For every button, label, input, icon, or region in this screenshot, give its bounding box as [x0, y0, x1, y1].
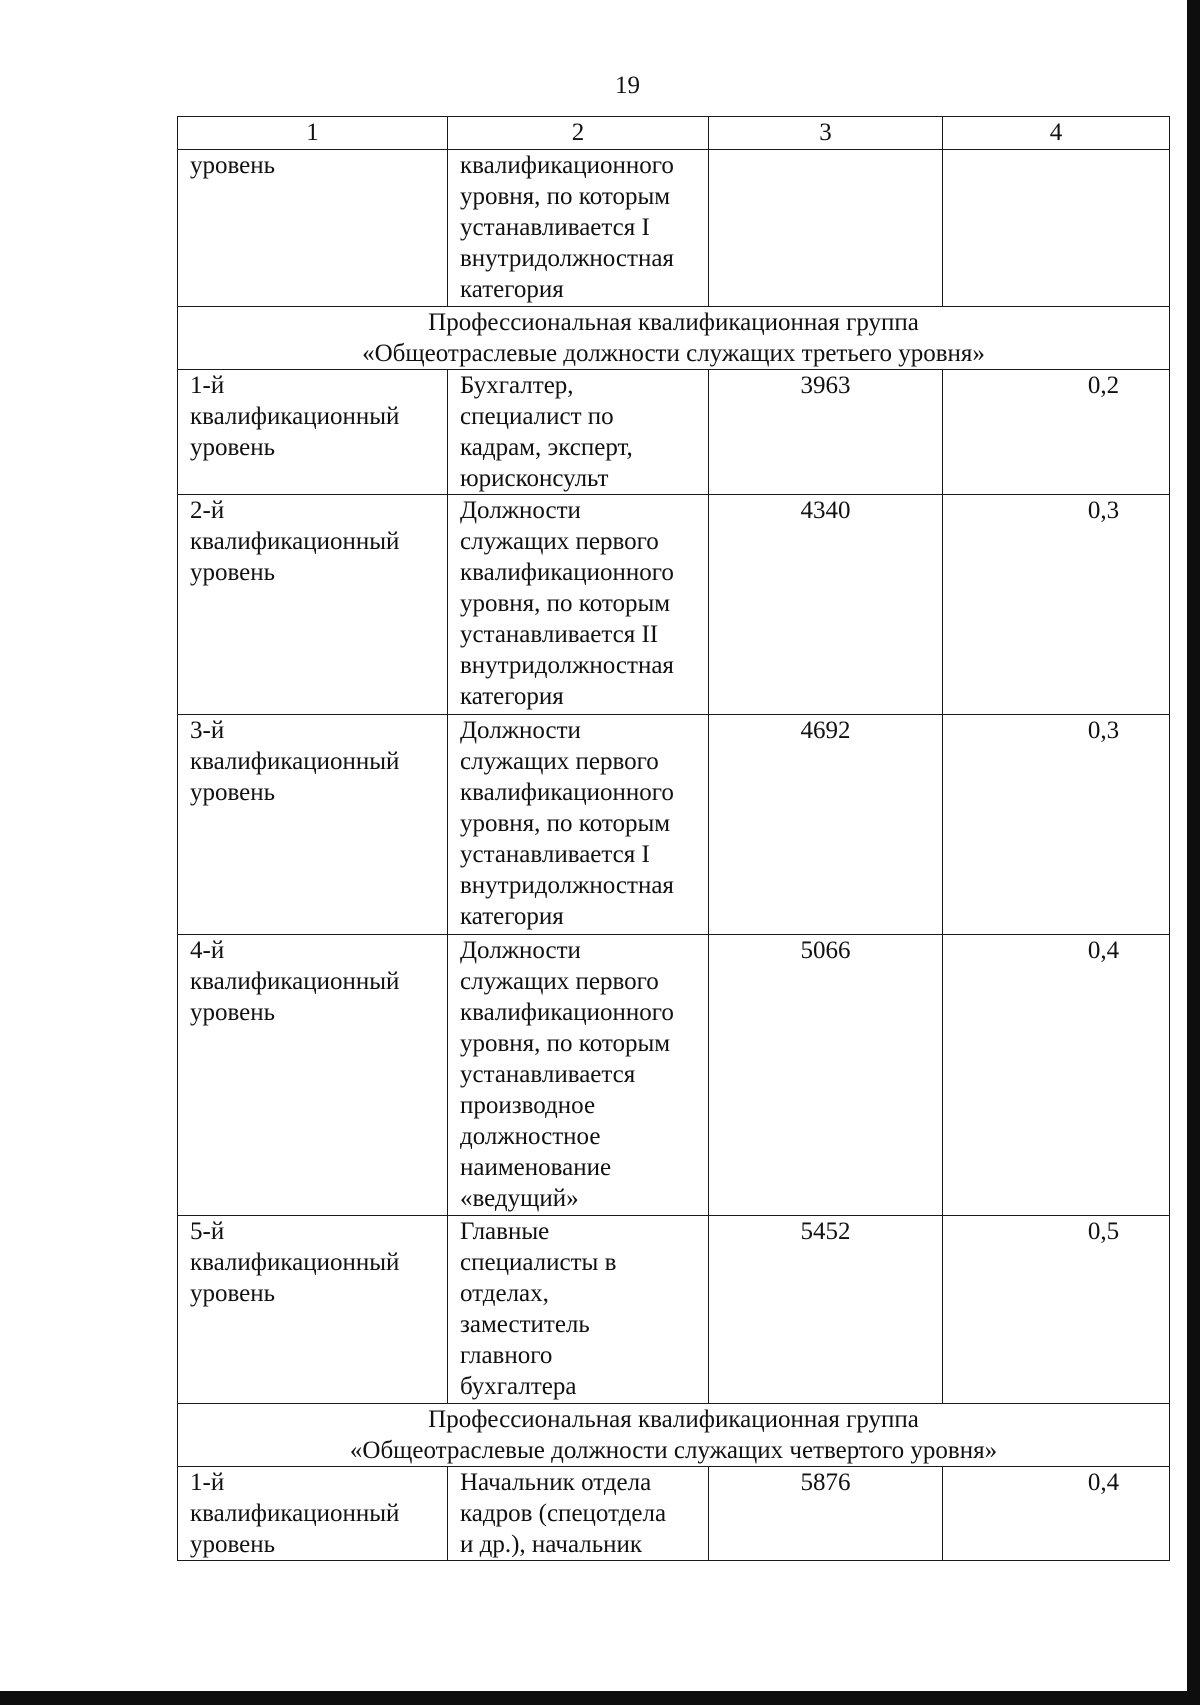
group-header-third-level — [178, 307, 1170, 370]
table-row — [178, 715, 1170, 935]
positions-cell: Должности служащих первого квалификационного уровня, по которым устанавливается производное должностное наименование «ведущий» — [448, 935, 709, 1216]
coefficient-value: 0,3 — [1087, 717, 1120, 744]
salary-cell: 5452 — [709, 1216, 943, 1404]
coefficient-value: 0,4 — [1087, 1469, 1120, 1496]
coefficient-cell — [943, 1467, 1170, 1561]
table-header-row — [178, 117, 1170, 150]
group-header-fourth-level — [178, 1404, 1170, 1467]
table-row — [178, 935, 1170, 1216]
column-header-3: 3 — [709, 117, 943, 150]
group-title-cell — [178, 1404, 1170, 1467]
salary-cell: 3963 — [709, 370, 943, 495]
page-number: 19 — [615, 72, 640, 99]
qualification-level-cell: 3-й квалификационный уровень — [178, 715, 448, 935]
table-row — [178, 1467, 1170, 1561]
qualification-level-cell: 2-й квалификационный уровень — [178, 495, 448, 715]
qualification-groups-table — [177, 116, 1170, 1561]
scan-border-right — [1187, 0, 1200, 1705]
group-title-line-2: «Общеотраслевые должности служащих третьего уровня» — [362, 340, 985, 367]
positions-cell: Должности служащих первого квалификационного уровня, по которым устанавливается II внутридолжностная категория — [448, 495, 709, 715]
positions-cell: Главные специалисты в отделах, заместитель главного бухгалтера — [448, 1216, 709, 1404]
coefficient-cell — [943, 935, 1170, 1216]
qualification-level-cell: 1-й квалификационный уровень — [178, 370, 448, 495]
coefficient-cell — [943, 495, 1170, 715]
table-row-continuation — [178, 150, 1170, 307]
table-row — [178, 495, 1170, 715]
qualification-level-cell: 1-й квалификационный уровень — [178, 1467, 448, 1561]
qualification-level-cell: 4-й квалификационный уровень — [178, 935, 448, 1216]
coefficient-cell — [943, 370, 1170, 495]
column-header-4: 4 — [943, 117, 1170, 150]
coefficient-cell — [943, 715, 1170, 935]
coefficient-value: 0,2 — [1087, 372, 1120, 399]
coefficient-value: 0,3 — [1087, 497, 1120, 524]
group-title-line-1: Профессиональная квалификационная группа — [428, 1406, 919, 1433]
table-row — [178, 370, 1170, 495]
salary-cell: 4340 — [709, 495, 943, 715]
scan-border-bottom — [0, 1691, 1200, 1705]
coefficient-value: 0,5 — [1087, 1218, 1120, 1245]
coefficient-cell — [943, 150, 1170, 307]
column-header-2: 2 — [448, 117, 709, 150]
salary-cell: 5066 — [709, 935, 943, 1216]
coefficient-value: 0,4 — [1087, 937, 1120, 964]
table-row — [178, 1216, 1170, 1404]
salary-cell — [709, 150, 943, 307]
coefficient-cell — [943, 1216, 1170, 1404]
salary-cell: 5876 — [709, 1467, 943, 1561]
positions-cell: Начальник отдела кадров (спецотдела и др.), начальник — [448, 1467, 709, 1561]
column-header-1: 1 — [178, 117, 448, 150]
positions-cell: квалификационного уровня, по которым устанавливается I внутридолжностная категория — [448, 150, 709, 307]
qualification-level-cell: 5-й квалификационный уровень — [178, 1216, 448, 1404]
group-title-cell — [178, 307, 1170, 370]
positions-cell: Бухгалтер, специалист по кадрам, эксперт, юрисконсульт — [448, 370, 709, 495]
salary-cell: 4692 — [709, 715, 943, 935]
qualification-level-cell: уровень — [178, 150, 448, 307]
positions-cell: Должности служащих первого квалификационного уровня, по которым устанавливается I внутридолжностная категория — [448, 715, 709, 935]
group-title-line-2: «Общеотраслевые должности служащих четвертого уровня» — [349, 1437, 998, 1464]
group-title-line-1: Профессиональная квалификационная группа — [428, 309, 919, 336]
